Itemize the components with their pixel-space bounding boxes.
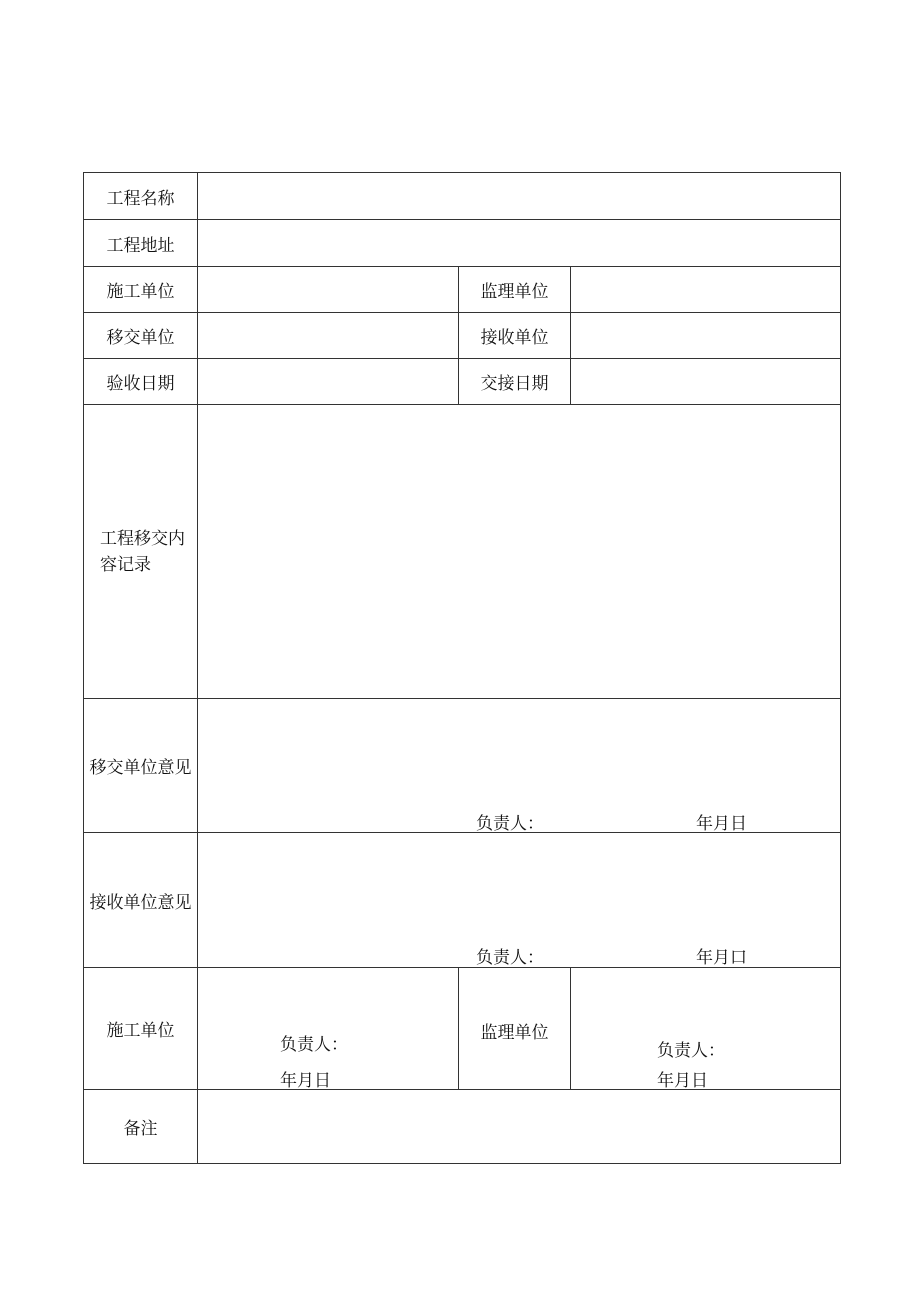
construction-signature-date: 年月日 [280, 1071, 331, 1091]
supervision-unit-sign-label-cell [459, 968, 571, 1090]
supervision-unit-sign-label: 监理单位 [480, 1023, 549, 1043]
handover-content-label: 工程移交内容记录 [84, 405, 198, 699]
handover-unit-field[interactable] [198, 313, 459, 359]
receiving-unit-opinion-field[interactable] [198, 833, 841, 968]
acceptance-date-field[interactable] [198, 359, 459, 405]
row-project-name [84, 173, 841, 220]
acceptance-date-label: 验收日期 [84, 359, 198, 405]
row-dates [84, 359, 841, 405]
construction-unit-label: 施工单位 [84, 267, 198, 313]
handover-signature-date: 年月日 [696, 814, 747, 834]
row-handover-receiving [84, 313, 841, 359]
supervision-unit-field[interactable] [571, 267, 841, 313]
row-project-address [84, 220, 841, 267]
receiving-unit-label: 接收单位 [459, 313, 571, 359]
construction-unit-field[interactable] [198, 267, 459, 313]
receiving-person-in-charge: 负责人： [476, 948, 544, 968]
row-handover-content [84, 405, 841, 699]
row-remarks [84, 1090, 841, 1164]
construction-unit-sign-label: 施工单位 [84, 968, 198, 1090]
row-handover-opinion [84, 699, 841, 833]
supervision-unit-sign-field[interactable] [571, 968, 841, 1090]
handover-date-field[interactable] [571, 359, 841, 405]
supervision-person-in-charge: 负责人： [657, 1041, 725, 1061]
handover-unit-opinion-label: 移交单位意见 [84, 699, 198, 833]
handover-form-table [83, 172, 841, 1164]
remarks-field[interactable] [198, 1090, 841, 1164]
handover-person-in-charge: 负责人： [476, 814, 544, 834]
project-name-field[interactable] [198, 173, 841, 220]
project-address-field[interactable] [198, 220, 841, 267]
handover-unit-opinion-field[interactable] [198, 699, 841, 833]
handover-unit-label: 移交单位 [84, 313, 198, 359]
receiving-signature-date: 年月口 [696, 948, 747, 968]
supervision-unit-label: 监理单位 [459, 267, 571, 313]
handover-content-field[interactable] [198, 405, 841, 699]
construction-unit-sign-field[interactable] [198, 968, 459, 1090]
row-signatures [84, 968, 841, 1090]
supervision-signature-date: 年月日 [657, 1071, 708, 1091]
remarks-label: 备注 [84, 1090, 198, 1164]
receiving-unit-field[interactable] [571, 313, 841, 359]
row-units [84, 267, 841, 313]
row-receiving-opinion [84, 833, 841, 968]
project-name-label: 工程名称 [84, 173, 198, 220]
construction-person-in-charge: 负责人： [280, 1035, 348, 1055]
project-address-label: 工程地址 [84, 220, 198, 267]
receiving-unit-opinion-label: 接收单位意见 [84, 833, 198, 968]
handover-date-label: 交接日期 [459, 359, 571, 405]
